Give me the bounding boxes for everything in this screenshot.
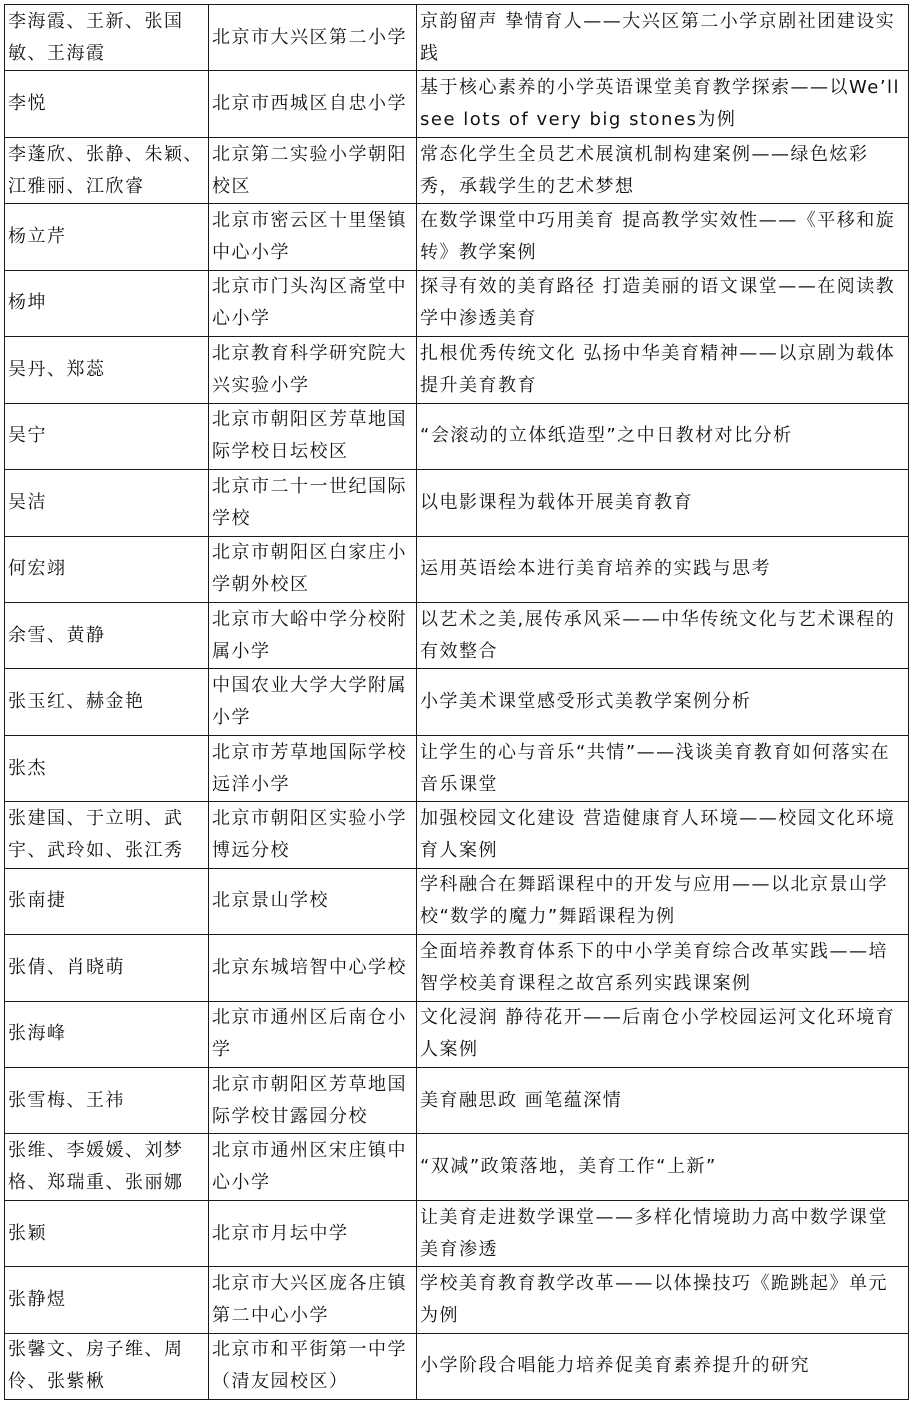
school-text: 中国农业大学大学附属小学: [212, 675, 407, 729]
authors-text: 张玉红、赫金艳: [8, 691, 145, 713]
authors-text: 张雪梅、王祎: [8, 1089, 125, 1111]
title-text: 探寻有效的美育路径 打造美丽的语文课堂——在阅读教学中渗透美育: [420, 276, 896, 330]
school-text: 北京市大兴区庞各庄镇第二中心小学: [212, 1273, 407, 1327]
title-cell: [417, 1134, 909, 1200]
authors-text: 李悦: [8, 93, 47, 115]
table-row: [5, 403, 909, 469]
title-cell: [417, 536, 909, 602]
authors-cell: [5, 735, 209, 801]
school-text: 北京市朝阳区白家庄小学朝外校区: [212, 542, 407, 596]
table-row: [5, 868, 909, 934]
authors-text: 张馨文、房子维、周伶、张紫楸: [8, 1339, 184, 1393]
table-row: [5, 1333, 909, 1399]
authors-text: 吴丹、郑蕊: [8, 358, 106, 380]
school-text: 北京市朝阳区芳草地国际学校甘露园分校: [212, 1073, 407, 1127]
school-text: 北京市芳草地国际学校远洋小学: [212, 741, 407, 795]
authors-text: 李蓬欣、张静、朱颖、江雅丽、江欣睿: [8, 143, 203, 197]
authors-cell: [5, 602, 209, 668]
school-cell: [209, 1134, 417, 1200]
table-row: [5, 1068, 909, 1134]
title-text: 学校美育教育教学改革——以体操技巧《跪跳起》单元为例: [420, 1273, 888, 1327]
authors-cell: [5, 270, 209, 336]
school-cell: [209, 735, 417, 801]
authors-cell: [5, 403, 209, 469]
title-text: 常态化学生全员艺术展演机制构建案例——绿色炫彩秀，承载学生的艺术梦想: [420, 143, 869, 197]
school-cell: [209, 1200, 417, 1266]
title-cell: [417, 735, 909, 801]
school-text: 北京市和平街第一中学（清友园校区）: [212, 1339, 407, 1393]
table-row: [5, 204, 909, 270]
title-text: 以电影课程为载体开展美育教育: [420, 491, 693, 513]
authors-text: 吴宁: [8, 425, 47, 447]
table-row: [5, 669, 909, 735]
school-cell: [209, 5, 417, 71]
school-text: 北京市朝阳区芳草地国际学校日坛校区: [212, 409, 407, 463]
authors-text: 余雪、黄静: [8, 624, 106, 646]
authors-text: 吴洁: [8, 491, 47, 513]
school-text: 北京市通州区后南仓小学: [212, 1007, 407, 1061]
table-row: [5, 1001, 909, 1067]
school-cell: [209, 403, 417, 469]
title-cell: [417, 1333, 909, 1399]
table-row: [5, 270, 909, 336]
school-cell: [209, 935, 417, 1001]
authors-text: 杨坤: [8, 292, 47, 314]
table-row: [5, 536, 909, 602]
title-text: 基于核心素养的小学英语课堂美育教学探索——以We’ll see lots of very big stones为例: [420, 77, 901, 131]
title-text: 小学阶段合唱能力培养促美育素养提升的研究: [420, 1355, 810, 1377]
table-row: [5, 470, 909, 536]
school-cell: [209, 337, 417, 403]
title-cell: [417, 5, 909, 71]
authors-text: 张维、李媛媛、刘梦格、郑瑞重、张丽娜: [8, 1140, 184, 1194]
authors-text: 张海峰: [8, 1023, 67, 1045]
authors-cell: [5, 1267, 209, 1333]
table-row: [5, 337, 909, 403]
title-cell: [417, 602, 909, 668]
title-text: 学科融合在舞蹈课程中的开发与应用——以北京景山学校“数学的魔力”舞蹈课程为例: [420, 874, 888, 928]
school-text: 北京东城培智中心学校: [212, 956, 407, 978]
authors-cell: [5, 802, 209, 868]
title-cell: [417, 1001, 909, 1067]
title-text: 小学美术课堂感受形式美教学案例分析: [420, 691, 752, 713]
table-row: [5, 1200, 909, 1266]
title-cell: [417, 270, 909, 336]
school-cell: [209, 71, 417, 137]
table-row: [5, 602, 909, 668]
authors-cell: [5, 536, 209, 602]
title-cell: [417, 1267, 909, 1333]
authors-text: 杨立芹: [8, 226, 67, 248]
authors-cell: [5, 71, 209, 137]
authors-cell: [5, 5, 209, 71]
school-text: 北京市门头沟区斋堂中心小学: [212, 276, 407, 330]
title-cell: [417, 1068, 909, 1134]
title-text: 扎根优秀传统文化 弘扬中华美育精神——以京剧为载体提升美育教育: [420, 342, 896, 396]
school-text: 北京市密云区十里堡镇中心小学: [212, 210, 407, 264]
title-text: 让美育走进数学课堂——多样化情境助力高中数学课堂美育渗透: [420, 1206, 888, 1260]
school-cell: [209, 470, 417, 536]
title-text: 运用英语绘本进行美育培养的实践与思考: [420, 558, 771, 580]
authors-cell: [5, 1200, 209, 1266]
authors-text: 张静煜: [8, 1289, 67, 1311]
authors-text: 张颖: [8, 1222, 47, 1244]
table-row: [5, 935, 909, 1001]
authors-text: 张建国、于立明、武宇、武玲如、张江秀: [8, 807, 184, 861]
school-text: 北京市通州区宋庄镇中心小学: [212, 1140, 407, 1194]
table-row: [5, 1267, 909, 1333]
title-cell: [417, 204, 909, 270]
table-row: [5, 137, 909, 203]
school-cell: [209, 1001, 417, 1067]
title-text: “双减”政策落地，美育工作“上新”: [420, 1156, 717, 1178]
table-body: [5, 5, 909, 1400]
title-cell: [417, 935, 909, 1001]
title-text: 让学生的心与音乐“共情”——浅谈美育教育如何落实在音乐课堂: [420, 741, 891, 795]
school-cell: [209, 1267, 417, 1333]
table-row: [5, 1134, 909, 1200]
title-cell: [417, 868, 909, 934]
title-text: 在数学课堂中巧用美育 提高教学实效性——《平移和旋转》教学案例: [420, 210, 896, 264]
title-text: 美育融思政 画笔蕴深情: [420, 1089, 623, 1111]
table-row: [5, 5, 909, 71]
authors-text: 何宏翊: [8, 558, 67, 580]
authors-cell: [5, 1068, 209, 1134]
title-cell: [417, 137, 909, 203]
authors-text: 张倩、肖晓萌: [8, 956, 125, 978]
award-list-table: [4, 4, 909, 1400]
title-text: 全面培养教育体系下的中小学美育综合改革实践——培智学校美育课程之故宫系列实践课案例: [420, 940, 888, 994]
authors-cell: [5, 137, 209, 203]
title-text: “会滚动的立体纸造型”之中日教材对比分析: [420, 425, 793, 447]
title-cell: [417, 470, 909, 536]
school-cell: [209, 602, 417, 668]
authors-cell: [5, 868, 209, 934]
school-text: 北京教育科学研究院大兴实验小学: [212, 342, 407, 396]
title-text: 文化浸润 静待花开——后南仓小学校园运河文化环境育人案例: [420, 1007, 896, 1061]
authors-cell: [5, 935, 209, 1001]
authors-text: 李海霞、王新、张国敏、王海霞: [8, 10, 184, 64]
title-cell: [417, 669, 909, 735]
title-text: 京韵留声 挚情育人——大兴区第二小学京剧社团建设实践: [420, 10, 896, 64]
title-cell: [417, 337, 909, 403]
title-cell: [417, 403, 909, 469]
authors-cell: [5, 204, 209, 270]
school-cell: [209, 868, 417, 934]
school-text: 北京市月坛中学: [212, 1222, 349, 1244]
school-text: 北京市西城区自忠小学: [212, 93, 407, 115]
school-cell: [209, 270, 417, 336]
school-text: 北京市大峪中学分校附属小学: [212, 608, 407, 662]
school-text: 北京市二十一世纪国际学校: [212, 475, 407, 529]
table-row: [5, 802, 909, 868]
school-text: 北京市朝阳区实验小学博远分校: [212, 807, 407, 861]
title-cell: [417, 1200, 909, 1266]
school-cell: [209, 536, 417, 602]
title-text: 以艺术之美,展传承风采——中华传统文化与艺术课程的有效整合: [420, 608, 896, 662]
title-cell: [417, 802, 909, 868]
school-text: 北京景山学校: [212, 890, 329, 912]
school-cell: [209, 204, 417, 270]
authors-cell: [5, 1134, 209, 1200]
school-cell: [209, 802, 417, 868]
authors-cell: [5, 337, 209, 403]
title-text: 加强校园文化建设 营造健康育人环境——校园文化环境育人案例: [420, 807, 896, 861]
title-cell: [417, 71, 909, 137]
authors-text: 张杰: [8, 757, 47, 779]
school-text: 北京市大兴区第二小学: [212, 26, 407, 48]
table-row: [5, 735, 909, 801]
authors-cell: [5, 669, 209, 735]
authors-text: 张南捷: [8, 890, 67, 912]
school-cell: [209, 1333, 417, 1399]
school-cell: [209, 669, 417, 735]
school-cell: [209, 1068, 417, 1134]
school-cell: [209, 137, 417, 203]
authors-cell: [5, 470, 209, 536]
school-text: 北京第二实验小学朝阳校区: [212, 143, 407, 197]
authors-cell: [5, 1001, 209, 1067]
authors-cell: [5, 1333, 209, 1399]
table-row: [5, 71, 909, 137]
